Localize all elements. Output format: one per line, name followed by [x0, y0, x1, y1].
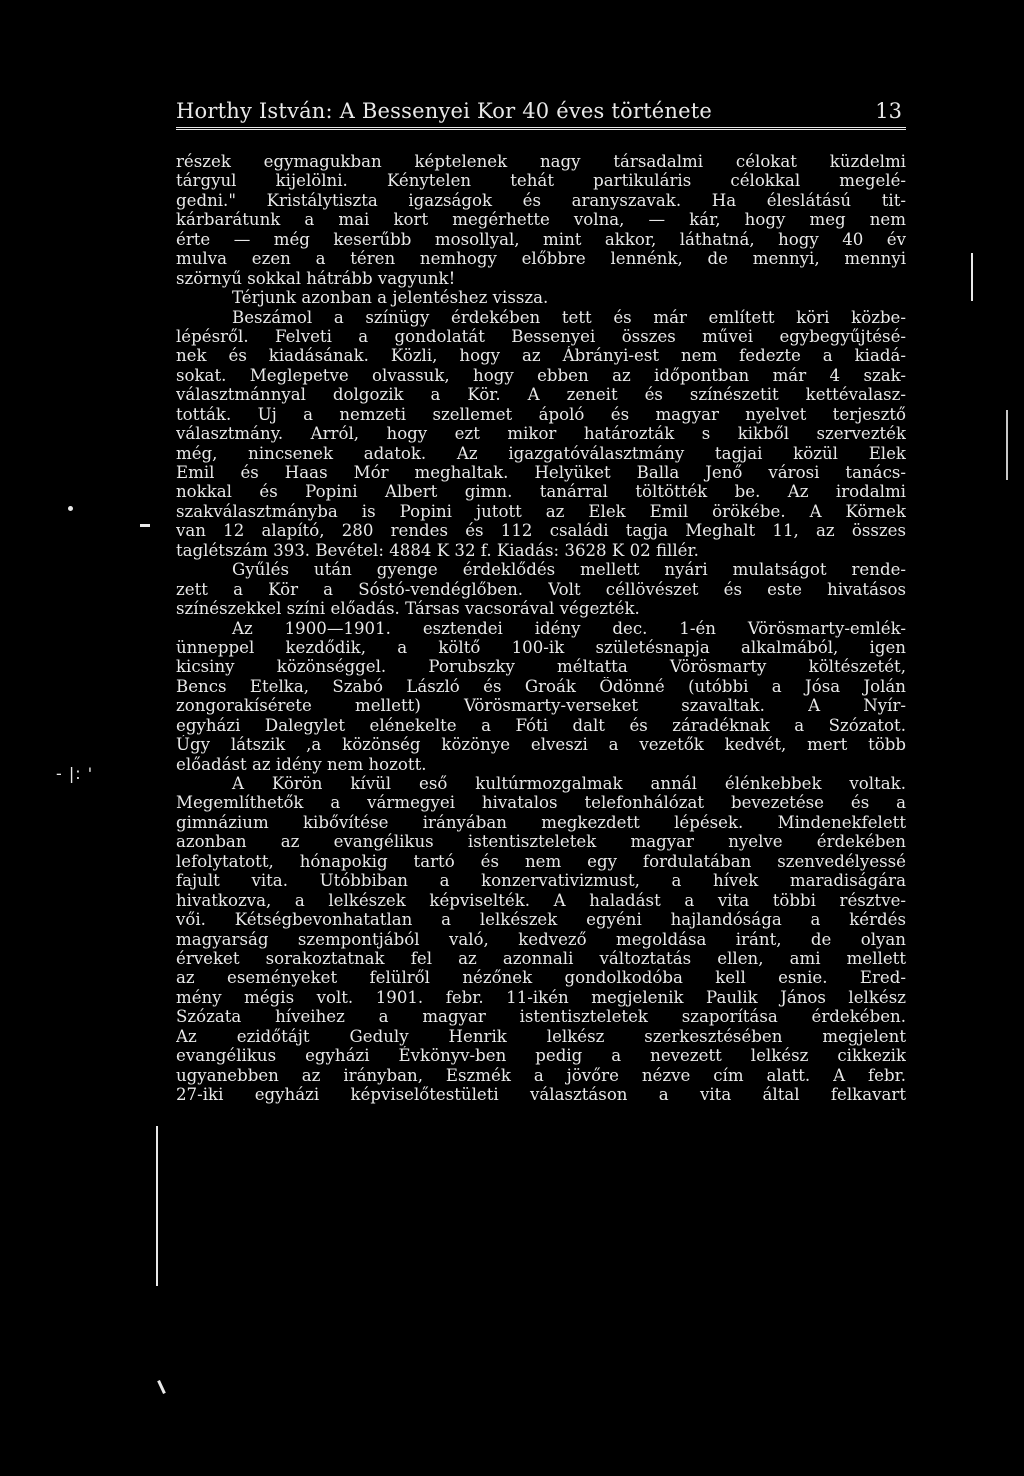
text-line: nokkal és Popini Albert gimn. tanárral töltötték be. Az irodalmi — [176, 482, 906, 502]
text-line: választmány. Arról, hogy ezt mikor határozták s kikből szervezték — [176, 424, 906, 444]
text-line: Úgy látszik ,a közönség közönye elveszi a vezetők kedvét, mert több — [176, 735, 906, 755]
text-line: A Körön kívül eső kultúrmozgalmak annál élénkebbek voltak. — [232, 774, 906, 793]
text-line: zett a Kör a Sóstó-vendéglőben. Volt céllövészet és este hivatásos — [176, 579, 906, 599]
text-line: érte — még keserűbb mosollyal, mint akkor, láthatná, hogy 40 év — [176, 229, 906, 249]
text-line: taglétszám 393. Bevétel: 4884 K 32 f. Kiadás: 3628 K 02 fillér. — [176, 540, 699, 560]
text-line: lépésről. Felveti a gondolatát Bessenyei összes művei egybegyűjtésé- — [176, 326, 906, 346]
text-line: Az 1900—1901. esztendei idény dec. 1-én Vörösmarty-emlék- — [232, 618, 906, 638]
margin-bar — [971, 253, 973, 301]
text-line: lefolytatott, hónapokig tartó és nem egy fordulatában szenvedélyessé — [176, 851, 906, 871]
body-text — [176, 152, 906, 1104]
text-line: Szózata híveihez a magyar istentiszteletek szaporítása érdekében. — [176, 1007, 906, 1027]
running-header — [176, 96, 906, 130]
text-line: sokat. Meglepetve olvassuk, hogy ebben az időpontban már 4 szak- — [176, 365, 906, 385]
text-line: 27-iki egyházi képviselőtestületi választáson a vita által felkavart — [176, 1085, 906, 1104]
text-line: kicsiny közönséggel. Porubszky méltatta Vörösmarty költészetét, — [176, 657, 906, 677]
text-line: gedni." Kristálytiszta igazságok és aranyszavak. Ha éleslátású tit- — [176, 190, 906, 210]
text-line: tották. Uj a nemzeti szellemet ápoló és magyar nyelvet terjesztő — [176, 404, 906, 424]
text-line: evangélikus egyházi Évkönyv-ben pedig a nevezett lelkész cikkezik — [176, 1046, 906, 1066]
text-line: mulva ezen a téren nemhogy előbbre lennénk, de mennyi, mennyi — [176, 249, 906, 269]
text-line: Térjunk azonban a jelentéshez vissza. — [232, 288, 549, 308]
text-line: fajult vita. Utóbbiban a konzervativizmust, a hívek maradiságára — [176, 871, 906, 891]
text-line: ugyanebben az irányban, Eszmék a jövőre nézve cím alatt. A febr. — [176, 1065, 906, 1085]
text-line: mény mégis volt. 1901. febr. 11-ikén megjelenik Paulik János lelkész — [176, 987, 906, 1007]
text-line: szörnyű sokkal hátrább vagyunk! — [176, 268, 456, 288]
text-line: magyarság szempontjából való, kedvező megoldása iránt, de olyan — [176, 929, 906, 949]
margin-bar — [1006, 410, 1008, 480]
text-line: tárgyul kijelölni. Kénytelen tehát partikuláris célokkal megelé- — [176, 171, 906, 191]
text-line: választmánnyal dolgozik a Kör. A zeneit és színészetit kettévalasz- — [176, 385, 906, 405]
margin-side-note: - |: ' — [56, 764, 94, 783]
margin-bar — [156, 1126, 158, 1286]
text-line: hivatkozva, a lelkészek képviselték. A haladást a vita többi résztve- — [176, 890, 906, 910]
text-line: zongorakísérete mellett) Vörösmarty-verseket szavaltak. A Nyír- — [176, 696, 906, 716]
text-line: az eseményeket felülről nézőnek gondolkodóba kell esnie. Ered- — [176, 968, 906, 988]
text-line: Emil és Haas Mór meghaltak. Helyüket Balla Jenő városi tanács- — [176, 463, 906, 482]
text-line: előadást az idény nem hozott. — [176, 754, 427, 774]
margin-dash — [140, 524, 150, 527]
text-line: azonban az evangélikus istentiszteletek magyar nyelve érdekében — [176, 832, 906, 852]
text-line: vői. Kétségbevonhatatlan a lelkészek egyéni hajlandósága a kérdés — [176, 910, 906, 930]
text-line: szakválasztmányba is Popini jutott az Elek Emil örökébe. A Körnek — [176, 501, 906, 521]
text-line: részek egymagukban képtelenek nagy társadalmi célokat küzdelmi — [176, 152, 906, 171]
text-line: érveket sorakoztatnak fel az azonnali változtatás ellen, ami mellett — [176, 948, 906, 968]
text-line: Gyűlés után gyenge érdeklődés mellett nyári mulatságot rende- — [232, 560, 906, 580]
text-line: színészekkel színi előadás. Társas vacsorával végezték. — [176, 599, 640, 619]
text-line: ünneppel kezdődik, a költő 100-ik születésnapja alkalmából, igen — [176, 637, 906, 657]
margin-dot — [68, 506, 73, 511]
text-line: nek és kiadásának. Közli, hogy az Ábrányi-est nem fedezte a kiadá- — [176, 346, 906, 366]
text-line: van 12 alapító, 280 rendes és 112 családi tagja Meghalt 11, az összes — [176, 521, 906, 541]
header-title: Horthy István: A Bessenyei Kor 40 éves története — [176, 99, 713, 123]
text-line: Beszámol a színügy érdekében tett és már említett köri közbe- — [232, 307, 906, 327]
text-line: még, nincsenek adatok. Az igazgatóválasztmány tagjai közül Elek — [176, 443, 906, 463]
text-line: Az ezidőtájt Geduly Henrik lelkész szerkesztésében megjelent — [176, 1026, 906, 1046]
margin-tick — [157, 1380, 166, 1394]
text-line: Megemlíthetők a vármegyei hivatalos telefonhálózat bevezetése és a — [176, 793, 906, 813]
text-line: Bencs Etelka, Szabó László és Groák Ödönné (utóbbi a Jósa Jolán — [176, 676, 906, 696]
page-number: 13 — [875, 99, 902, 123]
text-line: egyházi Dalegylet elénekelte a Fóti dalt és záradéknak a Szózatot. — [176, 715, 906, 735]
text-line: kárbarátunk a mai kort megérhette volna, — kár, hogy meg nem — [176, 210, 906, 230]
text-line: gimnázium kibővítése irányában megkezdett lépések. Mindenekfelett — [176, 812, 906, 832]
